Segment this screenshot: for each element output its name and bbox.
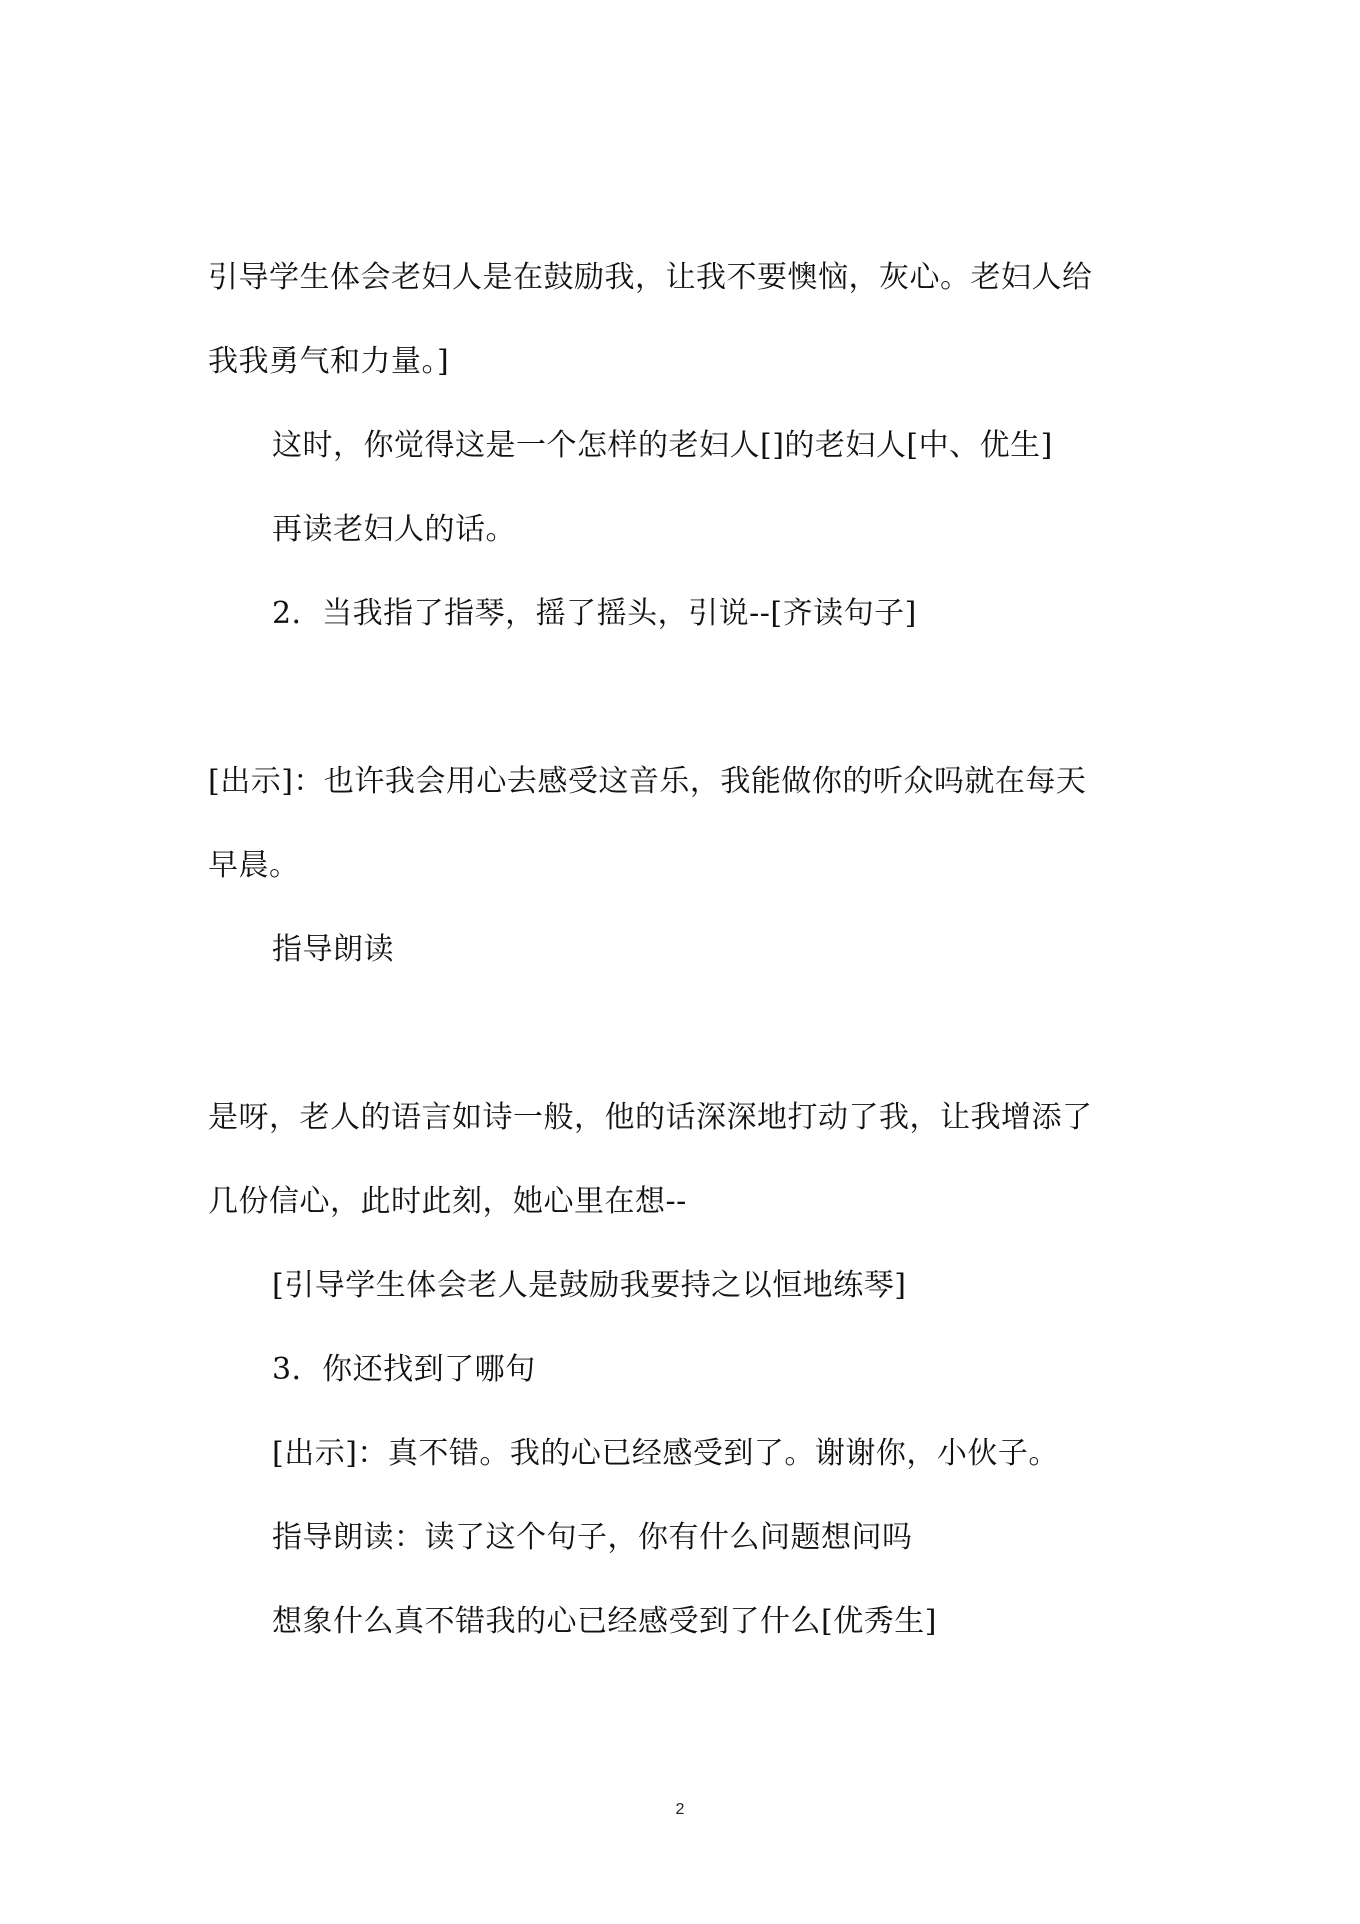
paragraph-line: [出示]：也许我会用心去感受这音乐，我能做你的听众吗就在每天: [208, 764, 1087, 799]
paragraph-line: [引导学生体会老人是鼓励我要持之以恒地练琴]: [272, 1268, 907, 1303]
paragraph-line: [出示]：真不错。我的心已经感受到了。谢谢你，小伙子。: [272, 1436, 1059, 1471]
paragraph-line: 再读老妇人的话。: [272, 512, 516, 547]
paragraph-line: 想象什么真不错我的心已经感受到了什么[优秀生]: [272, 1604, 937, 1639]
paragraph-line: 引导学生体会老妇人是在鼓励我，让我不要懊恼，灰心。老妇人给: [208, 260, 1093, 295]
paragraph-line: 2．当我指了指琴，摇了摇头，引说--[齐读句子]: [272, 596, 917, 631]
paragraph-line: 3．你还找到了哪句: [272, 1352, 536, 1387]
paragraph-line: 我我勇气和力量。]: [208, 344, 450, 379]
paragraph-line: 早晨。: [208, 848, 300, 883]
paragraph-line: 指导朗读：读了这个句子，你有什么问题想问吗: [272, 1520, 913, 1555]
paragraph-line: 这时，你觉得这是一个怎样的老妇人[]的老妇人[中、优生]: [272, 428, 1053, 463]
page-number: 2: [675, 1801, 685, 1818]
paragraph-line: 指导朗读: [272, 932, 394, 967]
paragraph-line: 是呀，老人的语言如诗一般，他的话深深地打动了我，让我增添了: [208, 1100, 1093, 1135]
paragraph-line: 几份信心，此时此刻，她心里在想--: [208, 1184, 687, 1219]
